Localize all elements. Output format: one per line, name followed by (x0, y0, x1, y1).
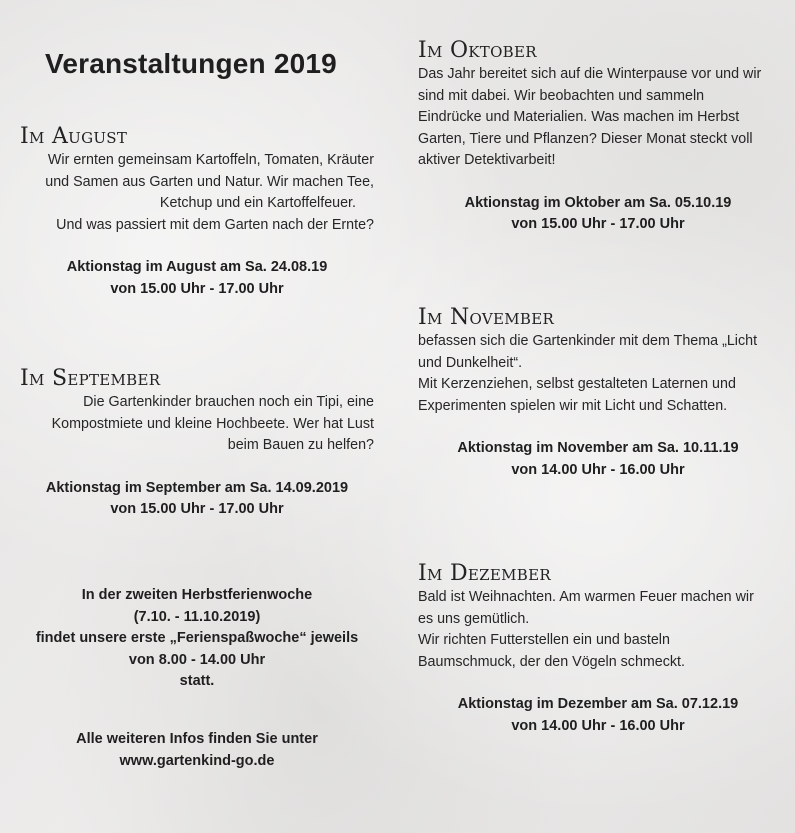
ferien-line: von 8.00 - 14.00 Uhr (128, 651, 266, 668)
body-line: Eindrücke und Materialien. Was machen im Herbst (418, 109, 740, 125)
body-line: sind mit dabei. Wir beobachten und sammeln (418, 87, 705, 104)
body-line: Baumschmuck, der den Vögeln schmeckt. (418, 653, 685, 670)
section-august (20, 124, 374, 300)
body-line: Wir richten Futterstellen ein und basteln (418, 632, 670, 648)
event-date: Aktionstag im August am Sa. 24.08.19 (66, 259, 328, 275)
ferien-line: findet unsere erste „Ferienspaßwoche“ jeweils (35, 630, 359, 646)
body-line: Bald ist Weihnachten. Am warmen Feuer machen wir (418, 589, 754, 605)
body-line: und Samen aus Garten und Natur. Wir machen Tee, (45, 173, 374, 190)
body-line: beim Bauen zu helfen? (227, 437, 374, 453)
event-info (20, 478, 374, 521)
section-dezember (418, 561, 778, 737)
body-line: Die Gartenkinder brauchen noch ein Tipi, eine (83, 394, 374, 410)
ferien-line: (7.10. - 11.10.2019) (133, 608, 261, 625)
ferien-line: statt. (179, 673, 215, 689)
body-line: und Dunkelheit“. (418, 354, 523, 371)
section-oktober (418, 38, 778, 236)
section-november (418, 305, 778, 481)
section-body (418, 587, 778, 673)
website-link[interactable]: www.gartenkind-go.de (119, 752, 275, 769)
event-info (418, 193, 778, 236)
event-time: von 15.00 Uhr - 17.00 Uhr (110, 280, 284, 297)
event-time: von 15.00 Uhr - 17.00 Uhr (110, 501, 284, 517)
event-info (418, 694, 778, 737)
body-line: Mit Kerzenziehen, selbst gestalteten Laternen und (418, 376, 736, 392)
section-heading: Im November (418, 305, 555, 330)
section-body (418, 331, 778, 417)
section-heading: Im August (20, 124, 128, 149)
body-line: Das Jahr bereitet sich auf die Winterpause vor und wir (418, 66, 762, 82)
event-date: Aktionstag im September am Sa. 14.09.2019 (45, 479, 349, 496)
section-heading: Im Oktober (418, 38, 537, 63)
section-body (20, 392, 374, 457)
section-september (20, 366, 374, 521)
event-time: von 14.00 Uhr - 16.00 Uhr (511, 717, 685, 734)
page-title: Veranstaltungen 2019 (45, 48, 337, 79)
info-notice (20, 729, 374, 772)
body-line: Kompostmiete und kleine Hochbeete. Wer hat Lust (51, 415, 374, 432)
body-line: Ketchup und ein Kartoffelfeuer. (159, 195, 356, 211)
ferien-notice (20, 585, 374, 693)
event-date: Aktionstag im November am Sa. 10.11.19 (457, 440, 739, 456)
body-line: Experimenten spielen wir mit Licht und Schatten. (418, 397, 728, 414)
event-info (20, 257, 374, 300)
info-line: Alle weiteren Infos finden Sie unter (76, 731, 318, 747)
ferien-line: In der zweiten Herbstferienwoche (81, 587, 313, 603)
body-line: Garten, Tiere und Pflanzen? Dieser Monat steckt voll (418, 130, 753, 147)
section-heading: Im Dezember (418, 561, 551, 586)
body-line: Wir ernten gemeinsam Kartoffeln, Tomaten, Kräuter (47, 152, 374, 168)
body-line: es uns gemütlich. (418, 610, 530, 627)
section-body (20, 150, 374, 236)
event-date: Aktionstag im Oktober am Sa. 05.10.19 (464, 194, 732, 211)
body-line: Und was passiert mit dem Garten nach der Ernte? (56, 216, 374, 233)
section-heading: Im September (20, 366, 161, 391)
event-time: von 14.00 Uhr - 16.00 Uhr (511, 461, 685, 478)
section-body (418, 64, 778, 172)
body-line: aktiver Detektivarbeit! (418, 152, 556, 168)
event-info (418, 438, 778, 481)
event-time: von 15.00 Uhr - 17.00 Uhr (511, 216, 685, 232)
event-date: Aktionstag im Dezember am Sa. 07.12.19 (457, 696, 739, 712)
body-line: befassen sich die Gartenkinder mit dem Thema „Licht (418, 333, 758, 349)
